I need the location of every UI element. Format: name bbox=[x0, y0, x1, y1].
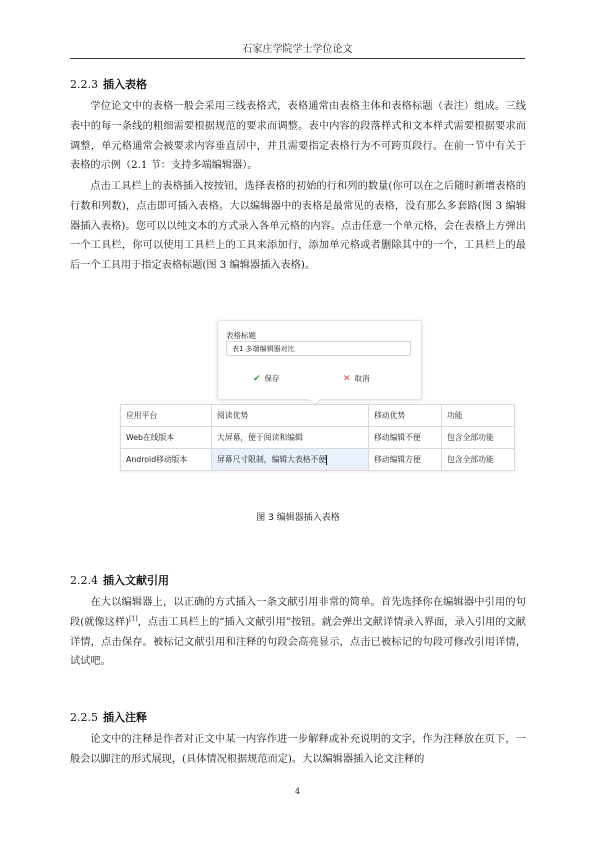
save-button[interactable] bbox=[253, 373, 280, 384]
table-cell[interactable]: Android移动版本 bbox=[121, 449, 212, 471]
cancel-button[interactable] bbox=[343, 373, 370, 384]
section-title: 插入表格 bbox=[103, 78, 147, 91]
table-cell[interactable]: 功能 bbox=[442, 405, 515, 427]
table-caption-popup bbox=[217, 320, 422, 400]
table-row bbox=[121, 449, 515, 471]
cell-text: 屏幕尺寸限制，编辑大表格不便 bbox=[217, 455, 327, 464]
close-icon: ✕ bbox=[343, 374, 351, 384]
table-cell[interactable]: Web在线版本 bbox=[121, 427, 212, 449]
section-title: 插入注释 bbox=[103, 711, 147, 724]
table-cell[interactable]: 移动编辑不便 bbox=[369, 427, 442, 449]
caption-input[interactable] bbox=[226, 341, 411, 356]
paragraph: 论文中的注释是作者对正文中某一内容作进一步解释或补充说明的文字，作为注释放在页下，一般会以脚注的形式展现，(具体情况根据规范而定)。大以编辑器插入论文注释的 bbox=[70, 734, 526, 765]
text-cursor bbox=[326, 455, 327, 465]
section-heading-2-2-4 bbox=[70, 572, 169, 588]
table-cell[interactable]: 应用平台 bbox=[121, 405, 212, 427]
cancel-button-label: 取消 bbox=[354, 374, 370, 383]
save-button-label: 保存 bbox=[264, 374, 280, 383]
table-cell[interactable]: 包含全部功能 bbox=[442, 449, 515, 471]
paragraph-text: 在大以编辑器上，以正确的方式插入一条文献引用非常的简单。首先选择你在编辑器中引用的句段(就像这样) bbox=[70, 597, 526, 628]
table-header-row bbox=[121, 405, 515, 427]
section-number: 2.2.5 bbox=[70, 711, 98, 724]
figure-caption: 图 3 编辑器插入表格 bbox=[256, 513, 340, 523]
section-title: 插入文献引用 bbox=[103, 574, 169, 587]
section-heading-2-2-5 bbox=[70, 709, 147, 725]
selected-table-cell[interactable] bbox=[212, 449, 369, 471]
table-cell[interactable]: 大屏幕，便于阅读和编辑 bbox=[212, 427, 369, 449]
table-cell[interactable]: 移动编辑方便 bbox=[369, 449, 442, 471]
table-cell[interactable]: 移动优势 bbox=[369, 405, 442, 427]
paragraph: 点击工具栏上的表格插入按按钮，选择表格的初始的行和列的数量(你可以在之后随时新增表格的行数和列数)，点击即可插入表格。大以编辑器中的表格是最常见的表格，没有那么多套路(图 3 编辑器插入表格)。您可以以纯文本的方式录入各单元格的内容。点击任意一个单元格，会在表格上方弹出一个工具栏，你可以使用工具栏上的工具来添加行，添加单元格或者删除其中的一个，工具栏上的最后一个工具用于指定表格标题(图 3 编辑器插入表格)。 bbox=[70, 181, 526, 272]
page-number: 4 bbox=[294, 787, 301, 796]
section-number: 2.2.4 bbox=[70, 574, 98, 587]
paragraph bbox=[70, 593, 526, 672]
section-number: 2.2.3 bbox=[70, 78, 98, 91]
section-heading-2-2-3 bbox=[70, 76, 147, 92]
paragraph: 学位论文中的表格一般会采用三线表格式，表格通常由表格主体和表格标题（表注）组成。三线表中的每一条线的粗细需要根据规范的要求而调整。表中内容的段落样式和文本样式需要根据要求而调整，单元格通常会被要求内容垂直居中，并且需要指定表格行为不可跨页段行。在前一节中有关于表格的示例（2.1 节：支持多端编辑器）。 bbox=[70, 101, 526, 172]
paragraph-text: ，点击工具栏上的“插入文献引用”按钮。就会弹出文献详情录入界面，录入引用的文献详情，点击保存。被标记文献引用和注释的句段会高亮显示，点击已被标记的句段可修改引用详情，试试吧。 bbox=[70, 616, 526, 668]
editor-table[interactable] bbox=[120, 404, 515, 471]
table-cell[interactable]: 阅读优势 bbox=[212, 405, 369, 427]
running-header: 石家庄学院学士学位论文 bbox=[70, 40, 525, 59]
editor-table-figure bbox=[120, 320, 515, 480]
table-row bbox=[121, 427, 515, 449]
table-cell[interactable]: 包含全部功能 bbox=[442, 427, 515, 449]
citation-marker[interactable]: [1] bbox=[129, 615, 138, 623]
check-icon: ✔ bbox=[253, 374, 261, 384]
caption-label: 表格标题 bbox=[226, 331, 256, 340]
